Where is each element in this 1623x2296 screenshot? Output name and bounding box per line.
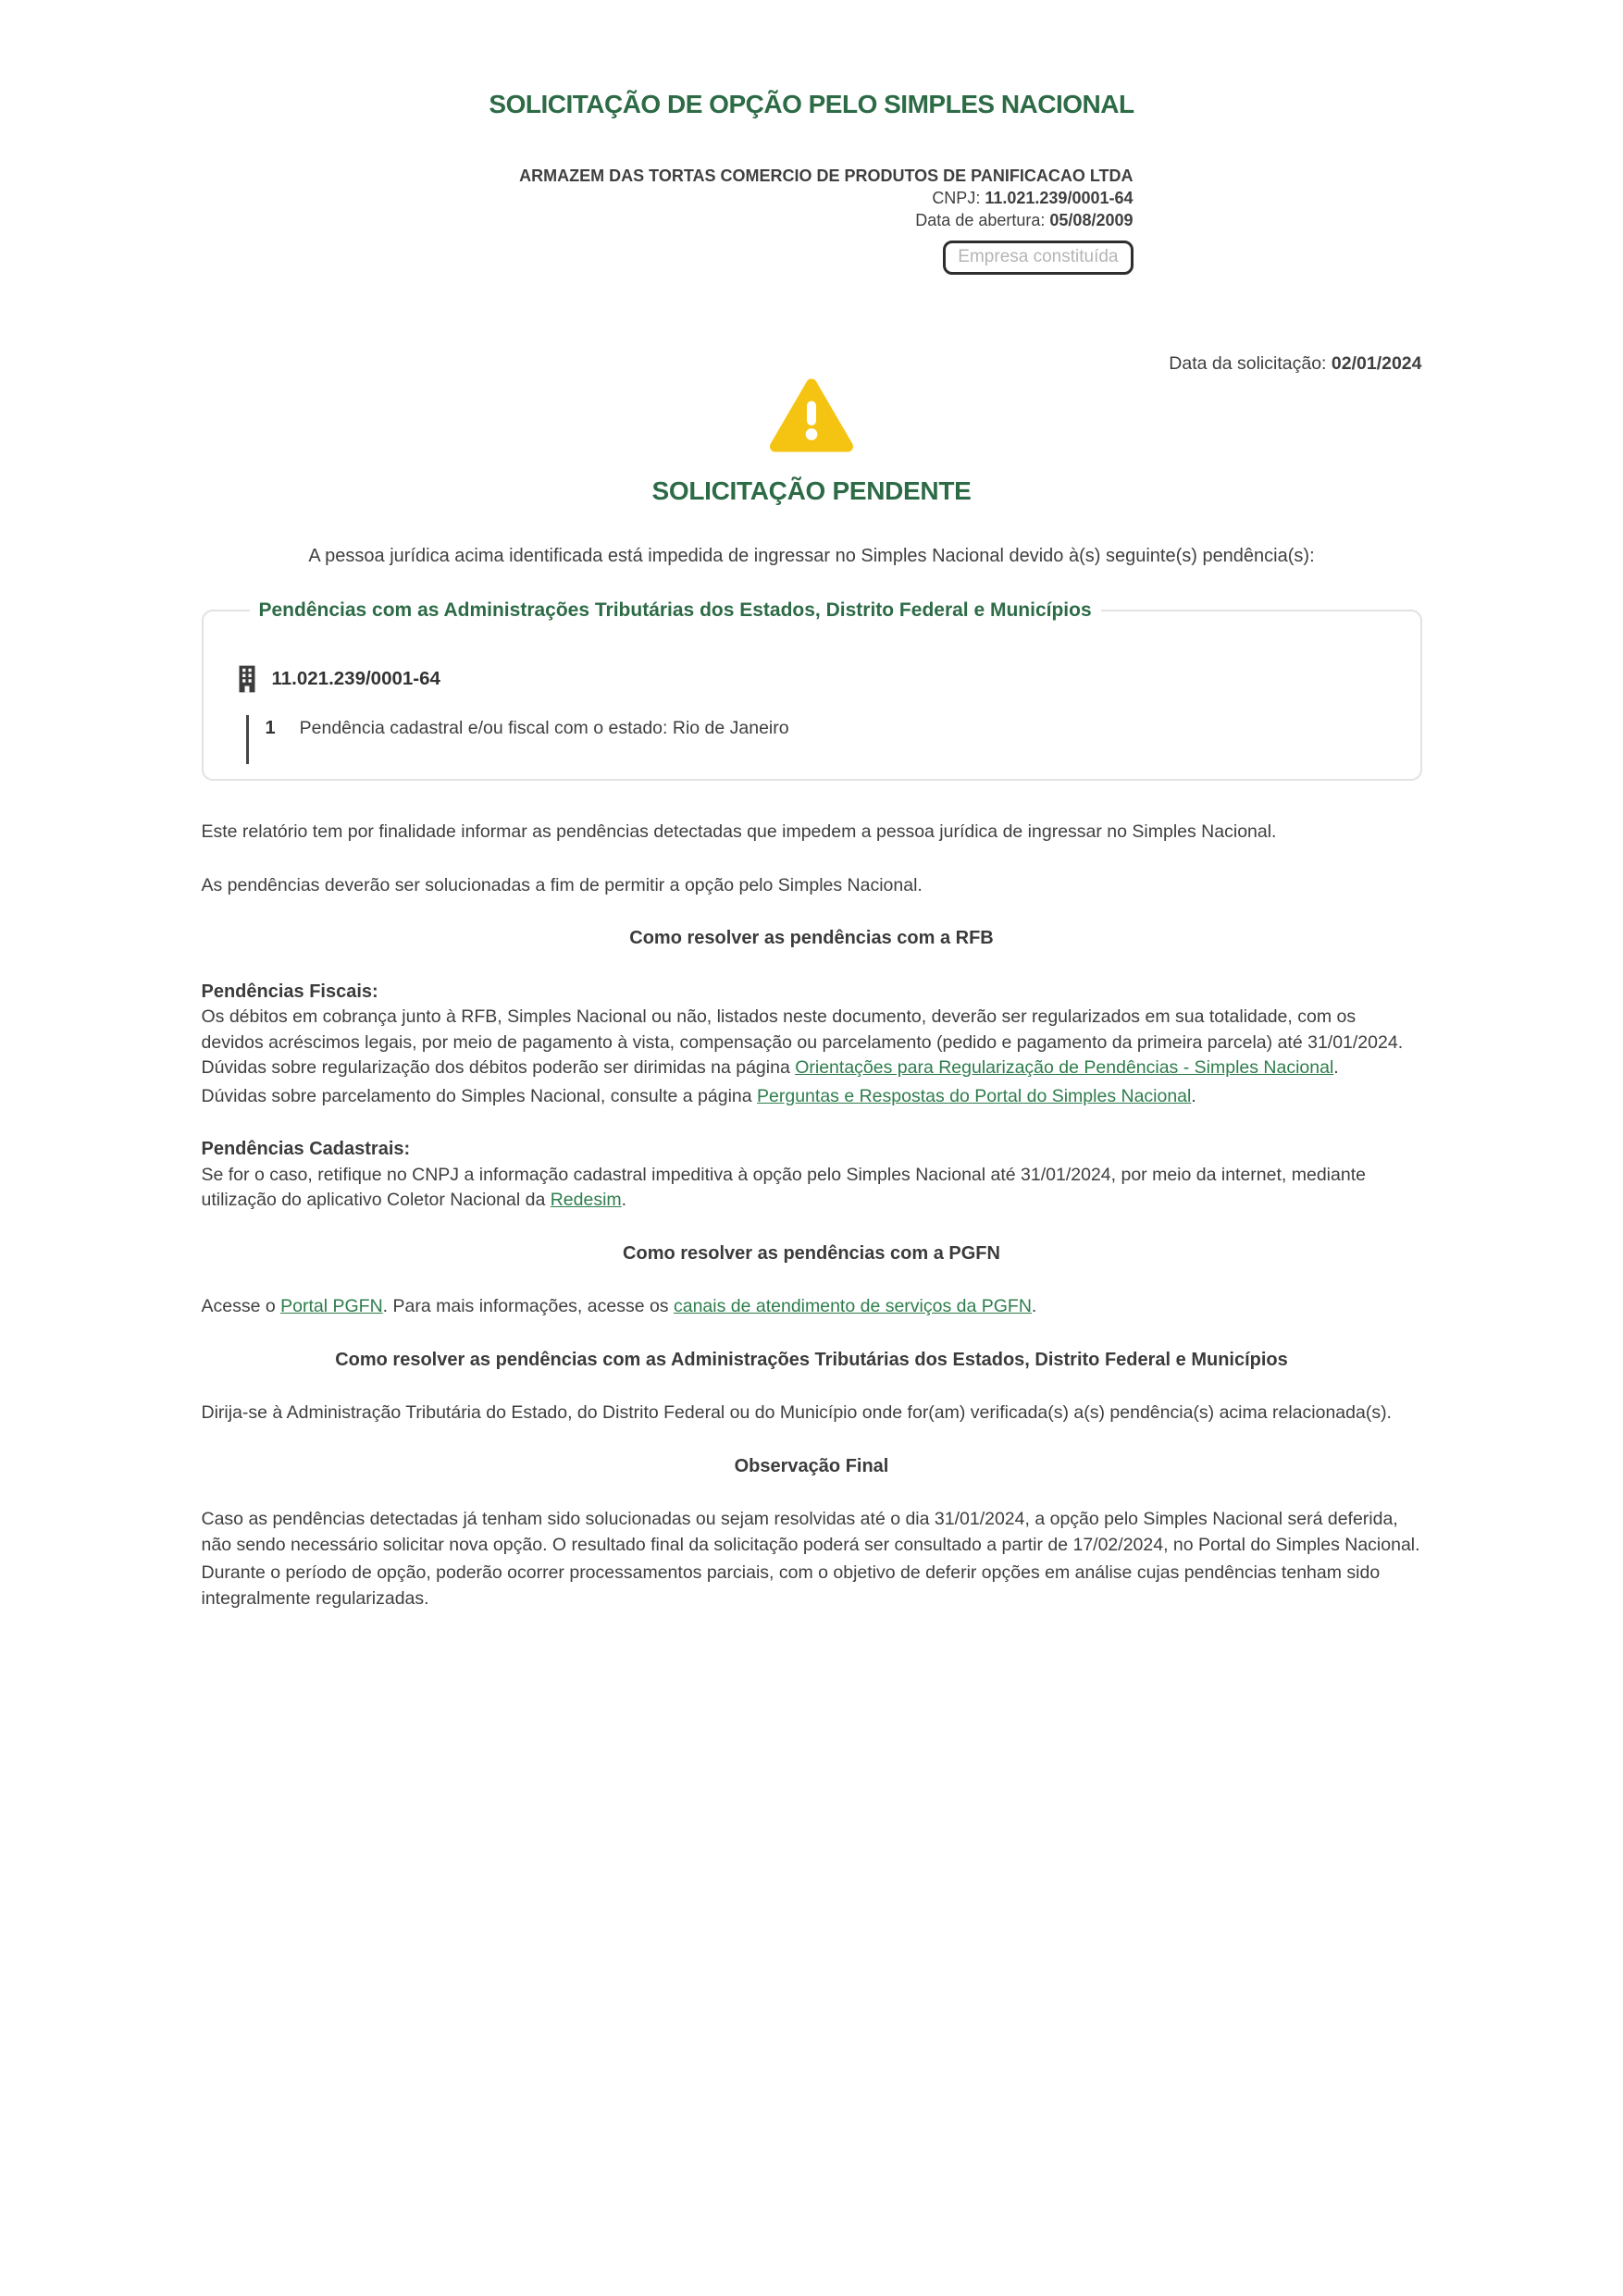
building-icon [235, 665, 259, 693]
text-segment: Se for o caso, retifique no CNPJ a informação cadastral impeditiva à opção pelo Simples Nacional até 31/01/2024, por meio da internet, mediante utilização do aplicativo Coletor Nacional da [201, 1164, 1366, 1210]
status-badge: Empresa constituída [943, 241, 1133, 275]
text-segment: . [1191, 1085, 1196, 1106]
text-segment: Dúvidas sobre parcelamento do Simples Nacional, consulte a página [201, 1085, 758, 1106]
warning-icon-wrap [202, 378, 1422, 457]
heading-observacao-final: Observação Final [734, 1455, 889, 1476]
heading-pendencias-cadastrais: Pendências Cadastrais: [201, 1139, 411, 1159]
pendencies-panel [202, 599, 1422, 781]
link-redesim[interactable]: Redesim [550, 1190, 622, 1210]
heading-resolve-pgfn: Como resolver as pendências com a PGFN [623, 1242, 1000, 1264]
warning-triangle-icon [769, 378, 854, 452]
pendency-item [246, 715, 1393, 764]
request-date-line [202, 352, 1422, 375]
intro-text: A pessoa jurídica acima identificada está impedida de ingressar no Simples Nacional devido à(s) seguinte(s) pendência(s): [308, 546, 1315, 566]
paragraph-final-2: Durante o período de opção, poderão ocorrer processamentos parciais, com o objetivo de deferir opções em análise cujas pendências tenham sido integralmente regularizadas. [201, 1562, 1381, 1609]
heading-resolve-estados: Como resolver as pendências com as Administrações Tributárias dos Estados, Distrito Federal e Municípios [335, 1349, 1288, 1370]
company-header [202, 165, 1134, 275]
cnpj-value: 11.021.239/0001-64 [985, 189, 1134, 207]
request-date-value: 02/01/2024 [1331, 353, 1422, 374]
opening-date-label: Data de abertura: [915, 211, 1046, 229]
pendencies-panel-legend: Pendências com as Administrações Tributárias dos Estados, Distrito Federal e Municípios [258, 599, 1092, 621]
opening-date-value: 05/08/2009 [1049, 211, 1134, 229]
paragraph-final-1: Caso as pendências detectadas já tenham sido solucionadas ou sejam resolvidas até o dia 31/01/2024, a opção pelo Simples Nacional será deferida, não sendo necessário solicitar nova opção. O resultado final da solicitação poderá ser consultado a partir de 17/02/2024, no Portal do Simples Nacional. [201, 1509, 1420, 1555]
heading-resolve-rfb: Como resolver as pendências com a RFB [629, 928, 994, 948]
paragraph-estados: Dirija-se à Administração Tributária do Estado, do Distrito Federal ou do Município onde for(am) verificada(s) a(s) pendência(s) acima relacionada(s). [201, 1402, 1392, 1423]
status-title: SOLICITAÇÃO PENDENTE [651, 476, 972, 505]
text-segment: . [1031, 1296, 1037, 1316]
document-page [202, 0, 1422, 1611]
status-badge-row [202, 241, 1134, 275]
link-orientacoes-regularizacao-pendencias[interactable]: Orientações para Regularização de Pendências - Simples Nacional [795, 1057, 1334, 1078]
paragraph-solve: As pendências deverão ser solucionadas a fim de permitir a opção pelo Simples Nacional. [201, 874, 923, 895]
paragraph-duvidas-parcelamento [202, 1084, 1422, 1110]
paragraph-pgfn [202, 1294, 1422, 1320]
pendency-item-number: 1 [265, 718, 276, 738]
paragraph-report-purpose: Este relatório tem por finalidade informar as pendências detectadas que impedem a pessoa jurídica de ingressar no Simples Nacional. [201, 821, 1277, 842]
page-title: SOLICITAÇÃO DE OPÇÃO PELO SIMPLES NACIONAL [489, 90, 1134, 118]
pendencies-cnpj-value: 11.021.239/0001-64 [271, 668, 440, 689]
link-canais-atendimento-pgfn[interactable]: canais de atendimento de serviços da PGFN [673, 1296, 1032, 1316]
paragraph-fiscais: Os débitos em cobrança junto à RFB, Simples Nacional ou não, listados neste documento, deverão ser regularizados em sua totalidade, com os devidos acréscimos legais, por meio de pagamento à vista, compensação ou parcelamento (pedido e pagamento da primeira parcela) até 31/01/2024. [201, 1006, 1404, 1053]
text-segment: Acesse o [201, 1296, 281, 1316]
company-cnpj-line [202, 187, 1134, 209]
text-segment: . [1333, 1057, 1339, 1078]
pendency-item-text: Pendência cadastral e/ou fiscal com o estado: Rio de Janeiro [299, 718, 789, 738]
text-segment: . Para mais informações, acesse os [382, 1296, 674, 1316]
paragraph-cadastrais [202, 1163, 1422, 1214]
cnpj-label: CNPJ: [932, 189, 981, 207]
company-name: ARMAZEM DAS TORTAS COMERCIO DE PRODUTOS DE PANIFICACAO LTDA [519, 167, 1134, 185]
heading-pendencias-fiscais: Pendências Fiscais: [201, 981, 378, 1002]
text-segment: Dúvidas sobre regularização dos débitos poderão ser dirimidas na página [201, 1057, 796, 1078]
pendencies-cnpj-row [235, 665, 1393, 693]
request-date-label: Data da solicitação: [1169, 353, 1327, 374]
link-portal-pgfn[interactable]: Portal PGFN [280, 1296, 383, 1316]
text-segment: . [621, 1190, 627, 1210]
opening-date-line [202, 209, 1134, 231]
paragraph-duvidas-regularizacao [202, 1055, 1422, 1081]
link-perguntas-respostas-portal[interactable]: Perguntas e Respostas do Portal do Simples Nacional [757, 1085, 1192, 1106]
